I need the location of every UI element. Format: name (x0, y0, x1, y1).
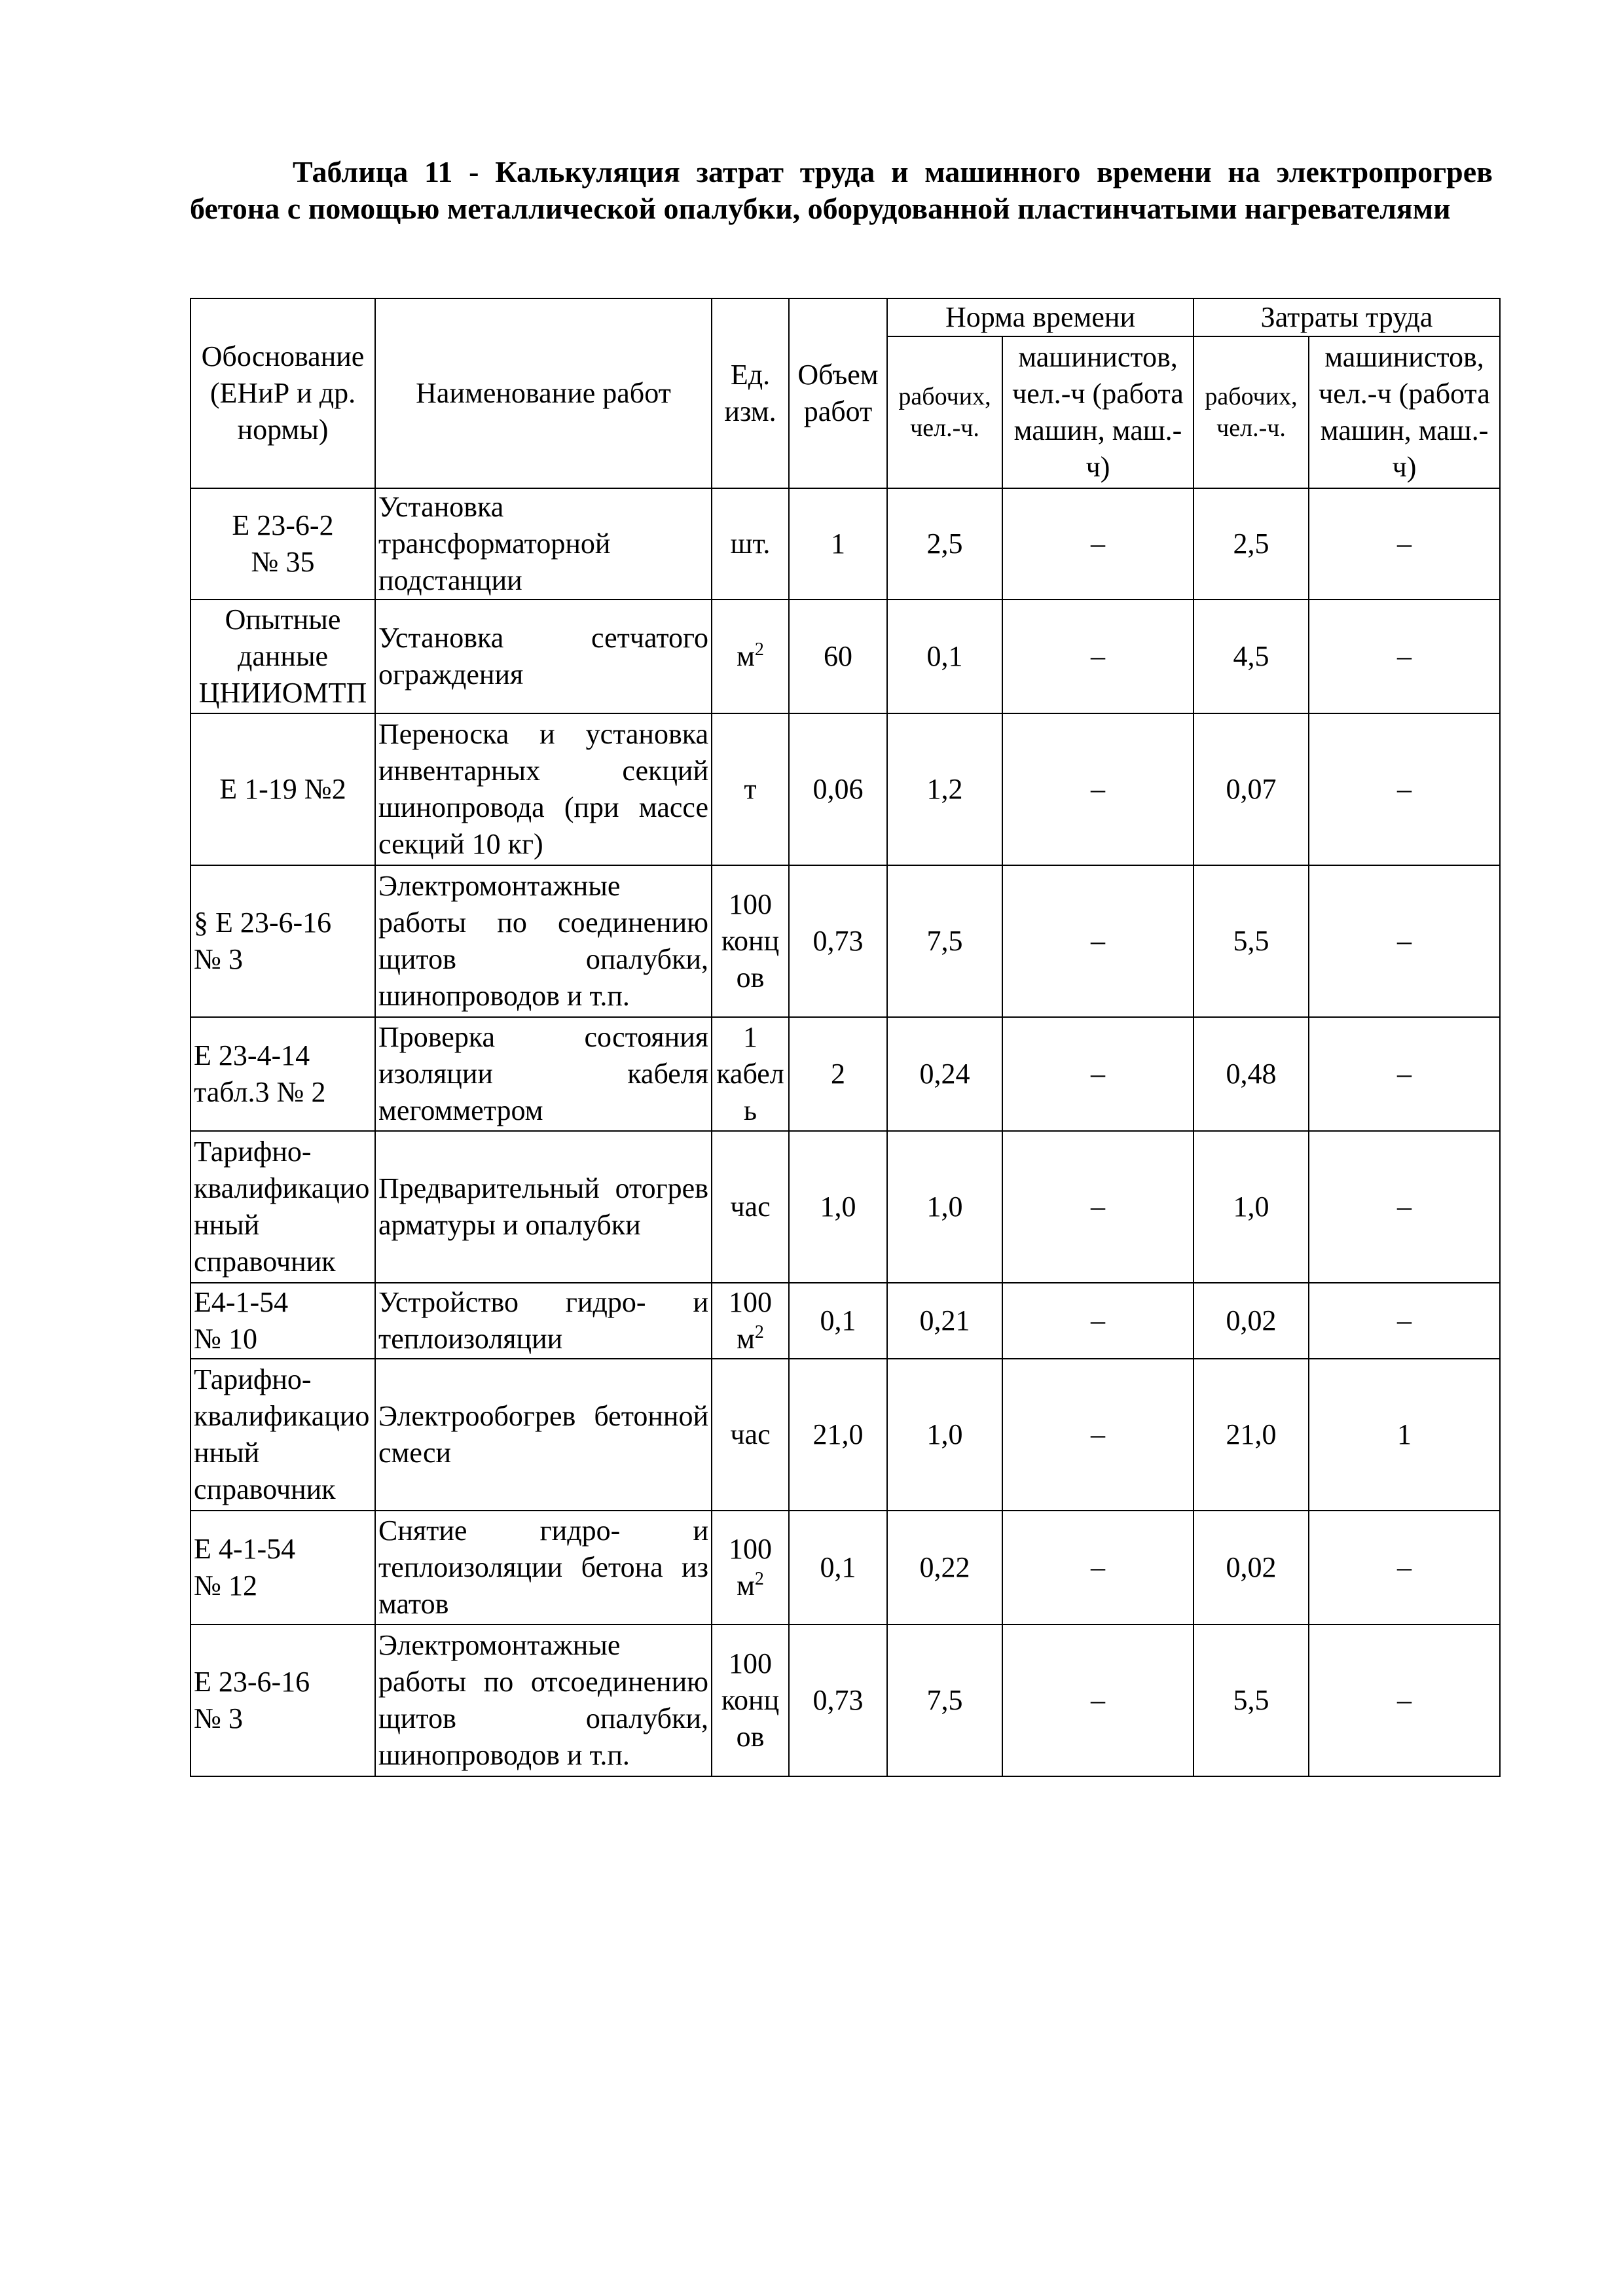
work-name-cell: Устройство гидро- и теплоизоляции (375, 1283, 712, 1359)
work-name-cell: Проверка состояния изоляции кабеля мегомметром (375, 1017, 712, 1131)
unit-cell (712, 1624, 789, 1776)
norm-workers-cell: 1,2 (887, 713, 1002, 865)
norm-workers-cell: 7,5 (887, 1624, 1002, 1776)
unit-text: 1 кабель (716, 1021, 784, 1126)
labor-workers-cell: 0,02 (1194, 1283, 1309, 1359)
labor-machinists-cell: – (1309, 600, 1500, 713)
volume-cell: 21,0 (789, 1359, 887, 1511)
labor-workers-cell: 0,07 (1194, 713, 1309, 865)
norm-machinists-cell: – (1002, 1359, 1194, 1511)
basis-cell: Е 23-4-14 табл.3 № 2 (191, 1017, 375, 1131)
norm-machinists-cell: – (1002, 488, 1194, 600)
norm-workers-cell: 0,22 (887, 1511, 1002, 1624)
table-row (191, 713, 1500, 865)
table-row (191, 1359, 1500, 1511)
norm-machinists-cell: – (1002, 600, 1194, 713)
unit-cell (712, 1131, 789, 1283)
work-name-cell: Электрообогрев бетонной смеси (375, 1359, 712, 1511)
labor-machinists-cell: – (1309, 865, 1500, 1017)
norm-workers-cell: 0,1 (887, 600, 1002, 713)
labor-workers-cell: 0,02 (1194, 1511, 1309, 1624)
labor-workers-cell: 2,5 (1194, 488, 1309, 600)
header-volume: Объем работ (789, 298, 887, 488)
labor-workers-cell: 5,5 (1194, 1624, 1309, 1776)
volume-cell: 1 (789, 488, 887, 600)
labor-machinists-cell: 1 (1309, 1359, 1500, 1511)
labor-machinists-cell: – (1309, 488, 1500, 600)
unit-cell (712, 1017, 789, 1131)
table-row (191, 1017, 1500, 1131)
norm-machinists-cell: – (1002, 1511, 1194, 1624)
header-labor-workers: рабочих, чел.-ч. (1194, 336, 1309, 488)
work-name-cell: Переноска и установка инвентарных секций шинопровода (при массе секций 10 кг) (375, 713, 712, 865)
norm-machinists-cell: – (1002, 865, 1194, 1017)
unit-cell (712, 713, 789, 865)
header-labor-machinists: машинистов, чел.-ч (работа машин, маш.-ч) (1309, 336, 1500, 488)
work-name-cell: Снятие гидро- и теплоизоляции бетона из матов (375, 1511, 712, 1624)
unit-cell (712, 1511, 789, 1624)
table-row (191, 1283, 1500, 1359)
unit-text: 100 м (729, 1286, 772, 1355)
volume-cell: 0,06 (789, 713, 887, 865)
volume-cell: 0,1 (789, 1283, 887, 1359)
volume-cell: 2 (789, 1017, 887, 1131)
norm-workers-cell: 7,5 (887, 865, 1002, 1017)
volume-cell: 1,0 (789, 1131, 887, 1283)
header-labor-group: Затраты труда (1194, 298, 1500, 336)
basis-cell: Е 1-19 №2 (191, 713, 375, 865)
work-name-cell: Электромонтажные работы по соединению щитов опалубки, шинопроводов и т.п. (375, 865, 712, 1017)
basis-cell: Е 23-6-2 № 35 (191, 488, 375, 600)
work-name-cell: Предварительный отогрев арматуры и опалубки (375, 1131, 712, 1283)
header-name: Наименование работ (375, 298, 712, 488)
work-name-cell: Установка сетчатого ограждения (375, 600, 712, 713)
basis-cell: Опытные данные ЦНИИОМТП (191, 600, 375, 713)
unit-text: шт. (730, 528, 771, 560)
unit-text: т (744, 773, 757, 805)
unit-cell (712, 488, 789, 600)
norm-machinists-cell: – (1002, 1131, 1194, 1283)
labor-workers-cell: 0,48 (1194, 1017, 1309, 1131)
labor-machinists-cell: – (1309, 1511, 1500, 1624)
volume-cell: 0,73 (789, 1624, 887, 1776)
unit-text: м (737, 640, 755, 672)
unit-cell (712, 600, 789, 713)
labor-machinists-cell: – (1309, 1017, 1500, 1131)
labor-machinists-cell: – (1309, 1283, 1500, 1359)
volume-cell: 0,73 (789, 865, 887, 1017)
basis-cell: Тарифно-квалификационный справочник (191, 1359, 375, 1511)
header-row-1 (191, 298, 1500, 336)
unit-superscript: 2 (754, 1569, 764, 1589)
table-row (191, 1131, 1500, 1283)
volume-cell: 60 (789, 600, 887, 713)
unit-text: час (730, 1191, 771, 1223)
unit-text: час (730, 1418, 771, 1450)
labor-machinists-cell: – (1309, 1624, 1500, 1776)
norm-workers-cell: 0,24 (887, 1017, 1002, 1131)
labor-workers-cell: 4,5 (1194, 600, 1309, 713)
norm-workers-cell: 1,0 (887, 1131, 1002, 1283)
basis-cell: Е 4-1-54 № 12 (191, 1511, 375, 1624)
unit-text: 100 м (729, 1533, 772, 1602)
labor-machinists-cell: – (1309, 1131, 1500, 1283)
unit-superscript: 2 (754, 1322, 764, 1342)
header-unit: Ед. изм. (712, 298, 789, 488)
norm-workers-cell: 0,21 (887, 1283, 1002, 1359)
unit-cell (712, 865, 789, 1017)
basis-cell: § Е 23-6-16 № 3 (191, 865, 375, 1017)
basis-cell: Е 23-6-16 № 3 (191, 1624, 375, 1776)
unit-superscript: 2 (754, 639, 764, 660)
norm-workers-cell: 2,5 (887, 488, 1002, 600)
table-row (191, 488, 1500, 600)
work-name-cell: Установка трансформаторной подстанции (375, 488, 712, 600)
table-row (191, 1511, 1500, 1624)
norm-workers-cell: 1,0 (887, 1359, 1002, 1511)
header-norm-machinists: машинистов, чел.-ч (работа машин, маш.-ч) (1002, 336, 1194, 488)
unit-text: 100 концов (721, 888, 780, 994)
table-caption: Таблица 11 - Калькуляция затрат труда и машинного времени на электропрогрев бетона с помощью металлической опалубки, оборудованной пластинчатыми нагревателями (190, 155, 1493, 225)
norm-machinists-cell: – (1002, 1624, 1194, 1776)
labor-workers-cell: 1,0 (1194, 1131, 1309, 1283)
table-row (191, 1624, 1500, 1776)
basis-cell: Тарифно-квалификационный справочник (191, 1131, 375, 1283)
header-norm-group: Норма времени (887, 298, 1194, 336)
norm-machinists-cell: – (1002, 1283, 1194, 1359)
labor-workers-cell: 21,0 (1194, 1359, 1309, 1511)
header-norm-workers: рабочих, чел.-ч. (887, 336, 1002, 488)
unit-text: 100 концов (721, 1647, 780, 1753)
volume-cell: 0,1 (789, 1511, 887, 1624)
labor-workers-cell: 5,5 (1194, 865, 1309, 1017)
norm-machinists-cell: – (1002, 713, 1194, 865)
header-basis: Обоснование (ЕНиР и др. нормы) (191, 298, 375, 488)
unit-cell (712, 1359, 789, 1511)
basis-cell: Е4-1-54 № 10 (191, 1283, 375, 1359)
table-row (191, 865, 1500, 1017)
labor-calculation-table (190, 298, 1501, 1777)
table-row (191, 600, 1500, 713)
unit-cell (712, 1283, 789, 1359)
work-name-cell: Электромонтажные работы по отсоединению щитов опалубки, шинопроводов и т.п. (375, 1624, 712, 1776)
norm-machinists-cell: – (1002, 1017, 1194, 1131)
labor-machinists-cell: – (1309, 713, 1500, 865)
